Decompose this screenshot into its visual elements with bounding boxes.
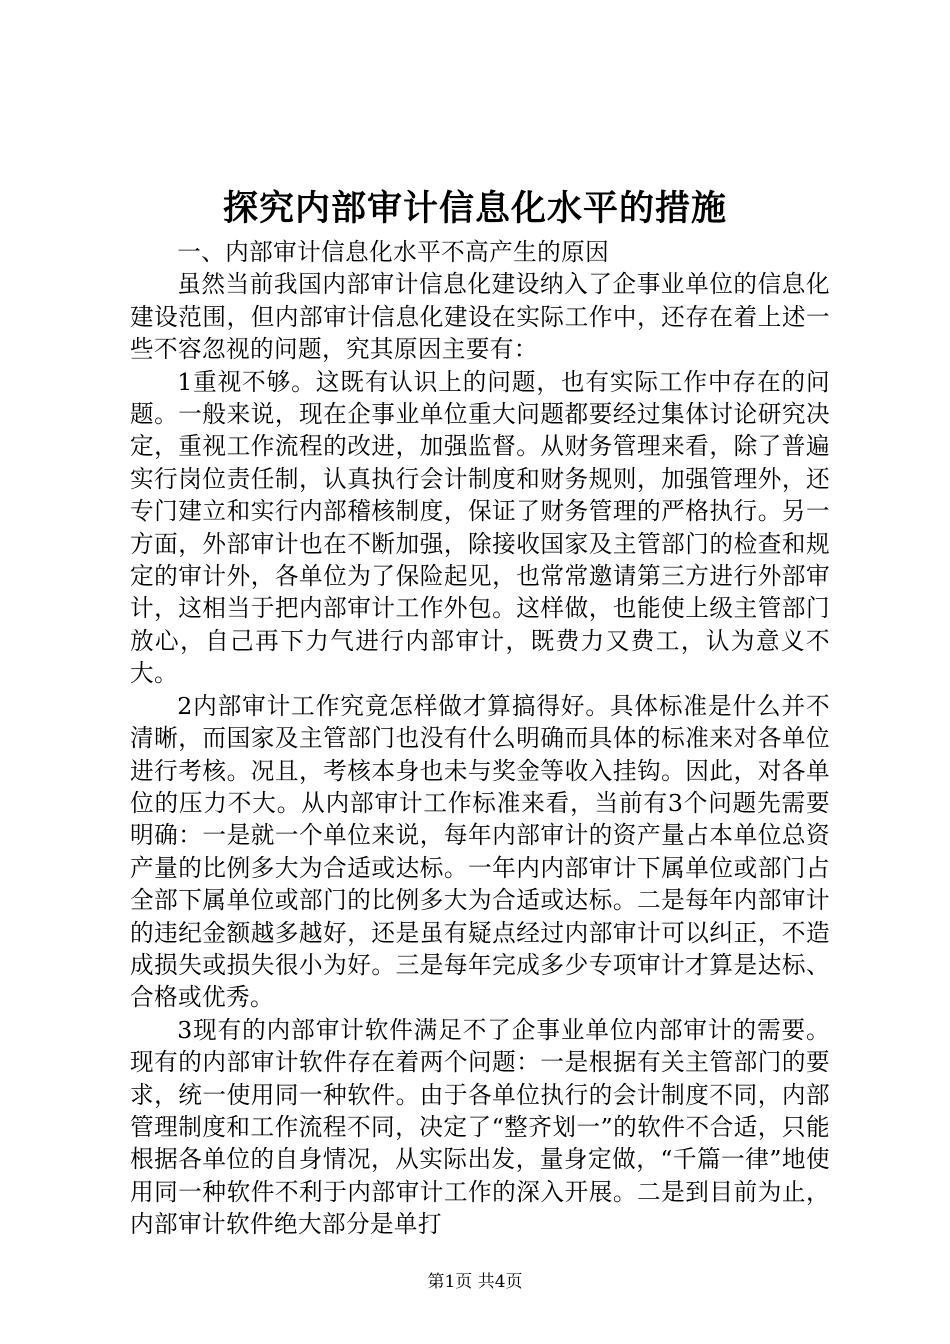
- page-footer: 第1页 共4页: [427, 1272, 523, 1292]
- body-paragraph: 2内部审计工作究竟怎样做才算搞得好。具体标准是什么并不清晰，而国家及主管部门也没有什么明确而具体的标准来对各单位进行考核。况且，考核本身也未与奖金等收入挂钩。因此，对各单位的压力不大。从内部审计工作标准来看，当前有3个问题先需要明确：一是就一个单位来说，每年内部审计的资产量占本单位总资产量的比例多大为合适或达标。一年内内部审计下属单位或部门占全部下属单位或部门的比例多大为合适或达标。二是每年内部审计的违纪金额越多越好，还是虽有疑点经过内部审计可以纠正，不造成损失或损失很小为好。三是每年完成多少专项审计才算是达标、合格或优秀。: [130, 691, 830, 1012]
- section-heading: 一、内部审计信息化水平不高产生的原因: [177, 238, 610, 266]
- document-title: 探究内部审计信息化水平的措施: [222, 188, 727, 229]
- body-paragraph: 3现有的内部审计软件满足不了企事业单位内部审计的需要。现有的内部审计软件存在着两个问题：一是根据有关主管部门的要求，统一使用同一种软件。由于各单位执行的会计制度不同，内部管理制度和工作流程不同，决定了“整齐划一”的软件不合适，只能根据各单位的自身情况，从实际出发，量身定做，“千篇一律”地使用同一种软件不利于内部审计工作的深入开展。二是到目前为止，内部审计软件绝大部分是单打: [130, 1015, 830, 1239]
- body-paragraph: 虽然当前我国内部审计信息化建设纳入了企事业单位的信息化建设范围，但内部审计信息化建设在实际工作中，还存在着上述一些不容忽视的问题，究其原因主要有：: [130, 270, 830, 364]
- document-body: [130, 236, 830, 1241]
- body-paragraph: 1重视不够。这既有认识上的问题，也有实际工作中存在的问题。一般来说，现在企事业单位重大问题都要经过集体讨论研究决定，重视工作流程的改进，加强监督。从财务管理来看，除了普遍实行岗位责任制，认真执行会计制度和财务规则，加强管理外，还专门建立和实行内部稽核制度，保证了财务管理的严格执行。另一方面，外部审计也在不断加强，除接收国家及主管部门的检查和规定的审计外，各单位为了保险起见，也常常邀请第三方进行外部审计，这相当于把内部审计工作外包。这样做，也能使上级主管部门放心，自己再下力气进行内部审计，既费力又费工，认为意义不大。: [130, 367, 830, 688]
